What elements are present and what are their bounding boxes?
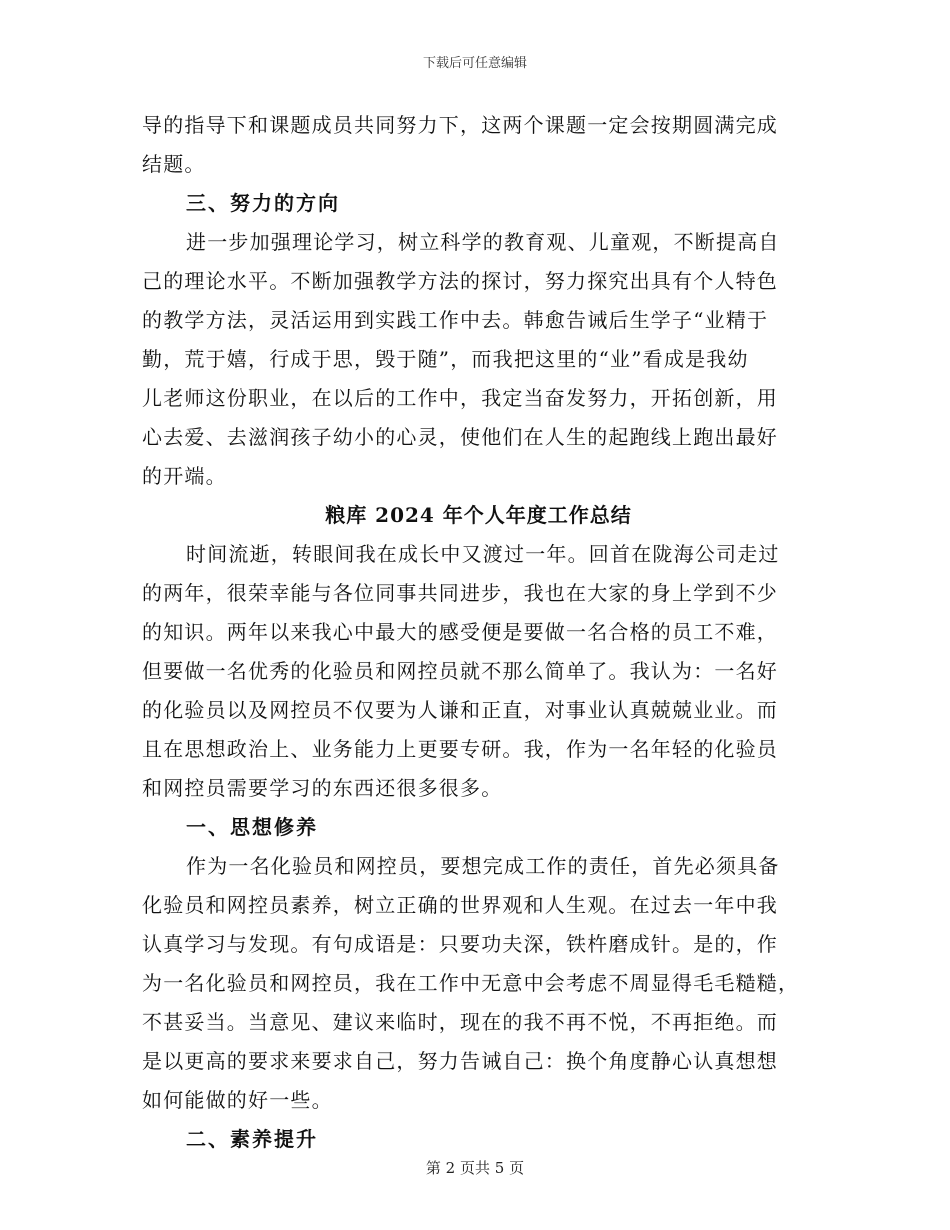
paragraph-first-line: 时间流逝，转眼间我在成长中又渡过一年。回首在陇海公司走过 — [186, 542, 780, 566]
body-line: 结题。 — [142, 152, 206, 176]
body-line: 的开端。 — [142, 464, 227, 488]
body-line: 勤，荒于嬉，行成于思，毁于随”，而我把这里的“业”看成是我幼 — [142, 347, 749, 371]
body-line: 认真学习与发现。有句成语是：只要功夫深，铁杵磨成针。是的，作 — [142, 932, 778, 956]
body-line: 为一名化验员和网控员，我在工作中无意中会考虑不周显得毛毛糙糙， — [142, 971, 800, 995]
document-body — [142, 106, 807, 1159]
section-heading-ideology: 一、思想修养 — [186, 815, 318, 839]
body-line: 不甚妥当。当意见、建议来临时，现在的我不再不悦，不再拒绝。而 — [142, 1010, 778, 1034]
body-line: 的化验员以及网控员不仅要为人谦和正直，对事业认真兢兢业业。而 — [142, 698, 778, 722]
body-line: 的知识。两年以来我心中最大的感受便是要做一名合格的员工不难， — [142, 620, 778, 644]
body-line: 己的理论水平。不断加强教学方法的探讨，努力探究出具有个人特色 — [142, 269, 778, 293]
page-header: 下载后可任意编辑 — [422, 56, 527, 71]
body-line: 如何能做的好一些。 — [142, 1088, 333, 1112]
section-heading-direction: 三、努力的方向 — [186, 191, 340, 215]
paragraph-first-line: 作为一名化验员和网控员，要想完成工作的责任，首先必须具备 — [186, 854, 780, 878]
page-footer: 第 2 页共 5 页 — [425, 1159, 525, 1177]
body-line: 但要做一名优秀的化验员和网控员就不那么简单了。我认为：一名好 — [142, 659, 778, 683]
section-heading-literacy: 二、素养提升 — [186, 1127, 318, 1151]
body-line: 心去爱、去滋润孩子幼小的心灵，使他们在人生的起跑线上跑出最好 — [142, 425, 778, 449]
paragraph-first-line: 进一步加强理论学习，树立科学的教育观、儿童观，不断提高自 — [186, 230, 780, 254]
body-line: 导的指导下和课题成员共同努力下，这两个课题一定会按期圆满完成 — [142, 113, 778, 137]
body-line: 的两年，很荣幸能与各位同事共同进步，我也在大家的身上学到不少 — [142, 581, 778, 605]
body-line: 化验员和网控员素养，树立正确的世界观和人生观。在过去一年中我 — [142, 893, 778, 917]
body-line: 和网控员需要学习的东西还很多很多。 — [142, 776, 503, 800]
document-title: 粮库 2024 年个人年度工作总结 — [325, 503, 632, 527]
body-line: 是以更高的要求来要求自己，努力告诫自己：换个角度静心认真想想 — [142, 1049, 778, 1073]
body-line: 儿老师这份职业，在以后的工作中，我定当奋发努力，开拓创新，用 — [142, 386, 778, 410]
body-line: 的教学方法，灵活运用到实践工作中去。韩愈告诫后生学子“业精于 — [142, 308, 769, 332]
body-line: 且在思想政治上、业务能力上更要专研。我，作为一名年轻的化验员 — [142, 737, 778, 761]
